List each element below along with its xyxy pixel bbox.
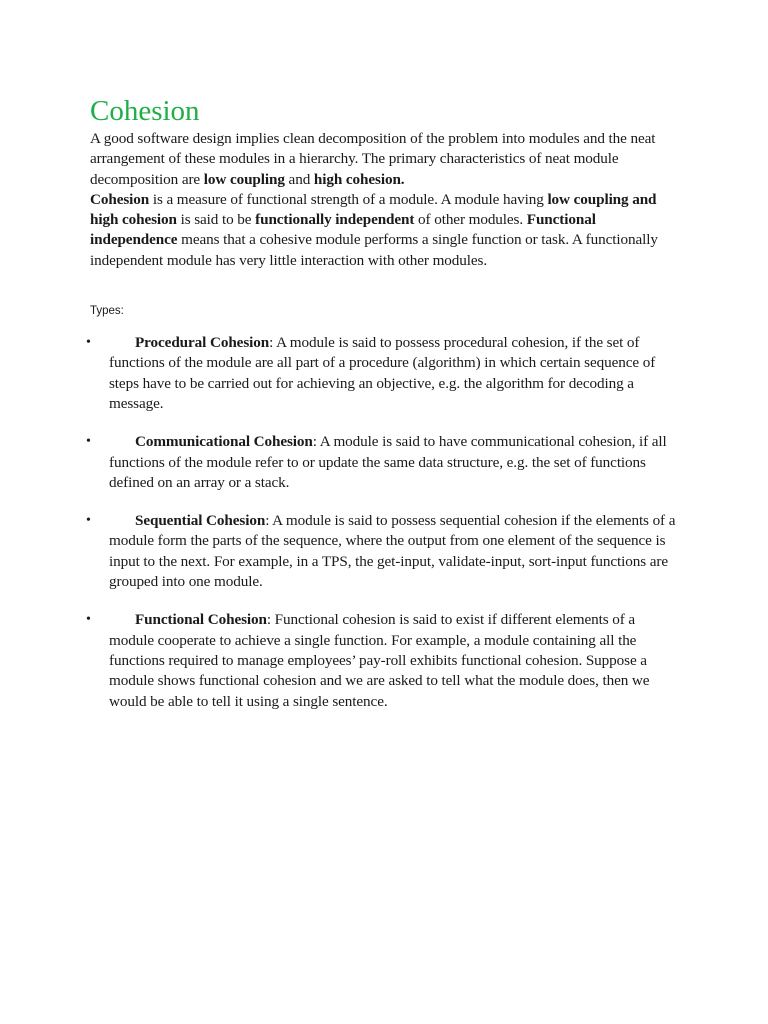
bold-term-functionally-independent: functionally independent bbox=[255, 211, 415, 229]
page-title: Cohesion bbox=[90, 95, 200, 127]
type-description: : A module is said to have communicational cohesion, if all functions of the module refer to or update the same data structure, e.g. the set of functions defined on an array or a stack. bbox=[109, 433, 667, 491]
intro-paragraph-2 bbox=[90, 190, 680, 271]
intro-text: means that a cohesive module performs a single function or task. A functionally independent module has very little interaction with other modules. bbox=[90, 231, 658, 269]
type-name: Communicational Cohesion bbox=[135, 433, 313, 451]
bold-term-functional-independence: Functional independence bbox=[90, 211, 596, 249]
list-item-procedural-cohesion bbox=[0, 333, 680, 414]
type-description: : A module is said to possess sequential cohesion if the elements of a module form the parts of the sequence, where the output from one element of the sequence is input to the next. For example, in a TPS, the get-input, validate-input, sort-input functions are grouped into one module. bbox=[109, 512, 676, 591]
bold-term-high-cohesion: high cohesion. bbox=[313, 170, 405, 188]
list-item-communicational-cohesion bbox=[0, 432, 680, 493]
intro-text: is a measure of functional strength of a module. A module having bbox=[149, 190, 548, 208]
type-description: : Functional cohesion is said to exist if different elements of a module cooperate to achieve a single function. For example, a module containing all the functions required to manage employees’ pay-roll exhibits functional cohesion. Suppose a module shows functional cohesion and we are asked to tell what the module does, then we would be able to tell it using a single sentence. bbox=[109, 611, 650, 710]
intro-paragraph-1 bbox=[90, 129, 680, 190]
type-name: Sequential Cohesion bbox=[135, 512, 266, 530]
bullet-icon: • bbox=[86, 434, 91, 450]
bullet-icon: • bbox=[86, 612, 91, 628]
bold-term-cohesion: Cohesion bbox=[90, 190, 150, 208]
type-name: Procedural Cohesion bbox=[135, 334, 270, 352]
type-name: Functional Cohesion bbox=[135, 611, 267, 629]
intro-text: of other modules. bbox=[414, 211, 527, 229]
document-page bbox=[86, 93, 680, 712]
types-list bbox=[0, 333, 680, 712]
intro-text: is said to be bbox=[176, 211, 256, 229]
bullet-icon: • bbox=[86, 513, 91, 529]
list-item-sequential-cohesion bbox=[0, 511, 680, 592]
intro-text: and bbox=[284, 170, 314, 188]
list-item-functional-cohesion bbox=[0, 610, 680, 711]
bold-term-low-coupling: low coupling bbox=[203, 170, 285, 188]
type-description: : A module is said to possess procedural cohesion, if the set of functions of the module are all part of a procedure (algorithm) in which certain sequence of steps have to be carried out for achieving an objective, e.g. the algorithm for decoding a message. bbox=[109, 334, 656, 412]
intro-text: A good software design implies clean decomposition of the problem into modules and the neat arrangement of these modules in a hierarchy. The primary characteristics of neat module decomposition are bbox=[90, 130, 656, 188]
types-label: Types: bbox=[90, 305, 124, 318]
bold-term-low-coupling-high-cohesion: low coupling and high cohesion bbox=[90, 190, 657, 229]
bullet-icon: • bbox=[86, 335, 91, 351]
